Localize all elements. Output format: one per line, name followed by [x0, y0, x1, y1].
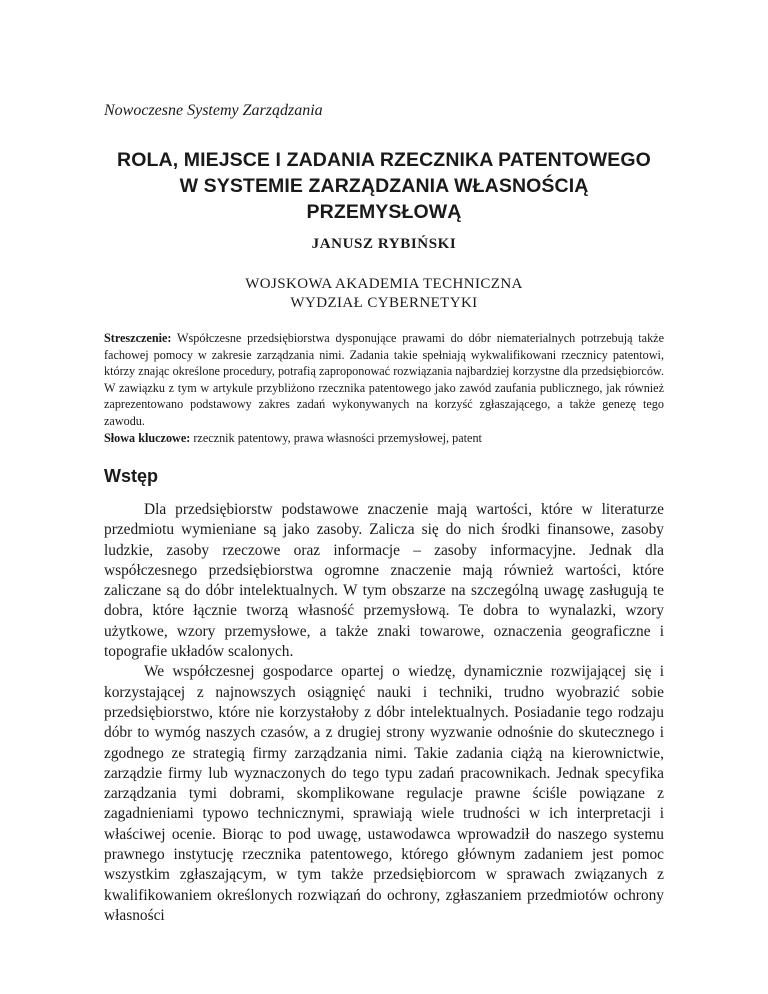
section-heading: Wstęp — [104, 466, 158, 486]
affiliation-line-1: WOJSKOWA AKADEMIA TECHNICZNA — [245, 276, 523, 292]
keywords-text: rzecznik patentowy, prawa własności przemysłowej, patent — [193, 430, 482, 445]
title-line-3: PRZEMYSŁOWĄ — [306, 201, 462, 223]
paper-title — [104, 147, 664, 225]
abstract-block — [104, 330, 664, 446]
journal-name: Nowoczesne Systemy Zarządzania — [104, 102, 323, 119]
title-line-1: ROLA, MIEJSCE I ZADANIA RZECZNIKA PATENTOWEGO — [117, 149, 651, 171]
body-paragraph-1: Dla przedsiębiorstw podstawowe znaczenie mają wartości, które w literaturze przedmiotu wymieniane są jako zasoby. Zalicza się do nich środki finansowe, zasoby ludzkie, zasoby rzeczowe oraz informacje – zasoby informacyjne. Jednak dla współczesnego przedsiębiorstwa ogromne znaczenie mają również wartości, które zaliczane są do dóbr intelektualnych. W tym obszarze na szczególną uwagę zasługują te dobra, które łącznie tworzą własność przemysłową. Te dobra to wynalazki, wzory użytkowe, wzory przemysłowe, a także znaki towarowe, oznaczenia geograficzne i topografie układów scalonych. — [104, 501, 664, 661]
abstract-text: Współczesne przedsiębiorstwa dysponujące prawami do dóbr niematerialnych potrzebują także fachowej pomocy w zakresie zarządzania nimi. Zadania takie spełniają wykwalifikowani rzecznicy patentowi, którzy znając określone procedury, potrafią zaproponować rozwiązania najbardziej korzystne dla przedsiębiorców. W zawiązku z tym w artykule przybliżono rzecznika patentowego jako zawód zaufania publicznego, jak również zaprezentowano podstawowy zakres zadań wykonywanych na korzyść zgłaszającego, a także genezę tego zawodu. — [104, 331, 664, 428]
affiliation-line-2: WYDZIAŁ CYBERNETYKI — [290, 295, 478, 311]
keywords-paragraph — [104, 430, 664, 447]
body-text — [104, 500, 664, 926]
abstract-paragraph — [104, 330, 664, 430]
body-paragraph-2: We współczesnej gospodarce opartej o wiedzę, dynamicznie rozwijającej się i korzystającej z najnowszych osiągnięć nauki i techniki, trudno wyobrazić sobie przedsiębiorstwo, które nie korzystałoby z dóbr intelektualnych. Posiadanie tego rodzaju dóbr to wymóg naszych czasów, a z drugiej strony wyzwanie odnośnie do skutecznego i zgodnego ze strategią firmy zarządzania nimi. Takie zadania ciążą na kierownictwie, zarządzie firmy lub wyznaczonych do tego typu zadań pracownikach. Jednak specyfika zarządzania tymi dobrami, skomplikowane regulacje prawne ściśle powiązane z zagadnieniami typowo technicznymi, sprawiają wiele trudności w ich interpretacji i właściwej ocenie. Biorąc to pod uwagę, ustawodawca wprowadził do naszego systemu prawnego instytucję rzecznika patentowego, którego głównym zadaniem jest pomoc wszystkim zgłaszającym, w tym także przedsiębiorcom w sprawach związanych z kwalifikowaniem określonych rozwiązań do ochrony, zgłaszaniem przedmiotów ochrony własności — [104, 663, 664, 924]
author-name: JANUSZ RYBIŃSKI — [311, 236, 457, 252]
abstract-label: Streszczenie: — [104, 331, 172, 345]
affiliation — [104, 275, 664, 313]
title-line-2: W SYSTEMIE ZARZĄDZANIA WŁASNOŚCIĄ — [179, 175, 589, 197]
keywords-label: Słowa kluczowe: — [104, 430, 191, 445]
